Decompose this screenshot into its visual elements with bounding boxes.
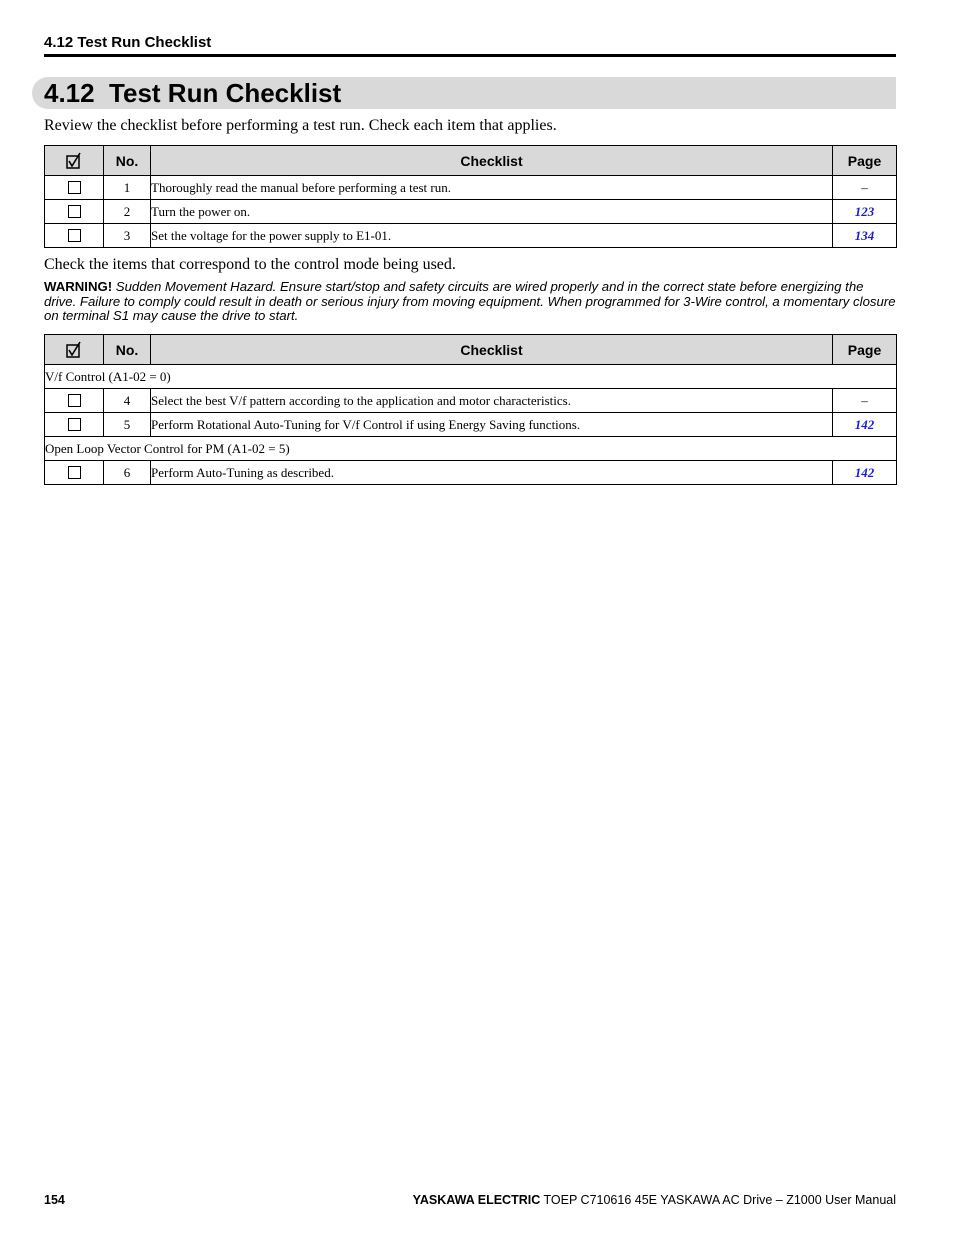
section-title-band <box>32 77 896 109</box>
page-header: Page <box>833 335 897 365</box>
footer-doc-info <box>413 1193 896 1207</box>
page-cell <box>833 224 897 248</box>
page-header: Page <box>833 146 897 176</box>
checkbox-checked-icon <box>66 152 82 170</box>
table-row <box>45 200 897 224</box>
checkbox-cell[interactable] <box>45 224 104 248</box>
item-number: 3 <box>104 224 151 248</box>
item-number: 2 <box>104 200 151 224</box>
checkbox-cell[interactable] <box>45 176 104 200</box>
checkbox-icon[interactable] <box>68 466 81 479</box>
page-cell <box>833 461 897 485</box>
no-header: No. <box>104 335 151 365</box>
checkbox-checked-icon <box>66 341 82 359</box>
table-header-row <box>45 335 897 365</box>
checkbox-icon[interactable] <box>68 205 81 218</box>
table-row <box>45 461 897 485</box>
table-row <box>45 176 897 200</box>
checkbox-icon[interactable] <box>68 394 81 407</box>
page-link[interactable]: 134 <box>854 227 875 243</box>
section-title: 4.12 Test Run Checklist <box>44 78 342 108</box>
item-text: Perform Rotational Auto-Tuning for V/f Control if using Energy Saving functions. <box>151 413 833 437</box>
page-ref: – <box>833 176 897 200</box>
checkbox-cell[interactable] <box>45 413 104 437</box>
warning-label: WARNING! <box>44 279 113 294</box>
table-header-row <box>45 146 897 176</box>
group-label: V/f Control (A1-02 = 0) <box>45 365 897 389</box>
footer-doc-title: TOEP C710616 45E YASKAWA AC Drive – Z1000 User Manual <box>540 1193 896 1207</box>
checkbox-icon[interactable] <box>68 181 81 194</box>
page-link[interactable]: 142 <box>854 464 875 480</box>
item-text: Set the voltage for the power supply to E1-01. <box>151 224 833 248</box>
checkbox-cell[interactable] <box>45 461 104 485</box>
item-number: 4 <box>104 389 151 413</box>
running-header: 4.12 Test Run Checklist <box>44 34 896 57</box>
checkbox-icon[interactable] <box>68 229 81 242</box>
checkbox-cell[interactable] <box>45 200 104 224</box>
no-header: No. <box>104 146 151 176</box>
checkbox-icon[interactable] <box>68 418 81 431</box>
table-row <box>45 224 897 248</box>
footer-brand: YASKAWA ELECTRIC <box>412 1193 541 1207</box>
checkbox-cell[interactable] <box>45 389 104 413</box>
warning-note <box>44 280 898 324</box>
item-number: 1 <box>104 176 151 200</box>
intro-text: Review the checklist before performing a test run. Check each item that applies. <box>44 117 557 134</box>
checklist-header: Checklist <box>151 335 833 365</box>
page-cell <box>833 200 897 224</box>
checklist-header: Checklist <box>151 146 833 176</box>
item-text: Select the best V/f pattern according to the application and motor characteristics. <box>151 389 833 413</box>
checkmark-header-cell <box>45 146 104 176</box>
checklist-table-control-mode <box>44 334 897 485</box>
group-row <box>45 437 897 461</box>
page-link[interactable]: 142 <box>854 416 875 432</box>
warning-text: Sudden Movement Hazard. Ensure start/stop and safety circuits are wired properly and in the correct state before energizing the drive. Failure to comply could result in death or serious injury from moving equipment. When programmed for 3-Wire control, a momentary closure on terminal S1 may cause the drive to start. <box>44 279 896 323</box>
checklist-table-general <box>44 145 897 248</box>
group-row <box>45 365 897 389</box>
item-text: Thoroughly read the manual before performing a test run. <box>151 176 833 200</box>
table-row <box>45 413 897 437</box>
page-cell <box>833 413 897 437</box>
page-number: 154 <box>44 1193 65 1207</box>
table-row <box>45 389 897 413</box>
item-number: 5 <box>104 413 151 437</box>
item-text: Turn the power on. <box>151 200 833 224</box>
page-link[interactable]: 123 <box>854 203 875 219</box>
checkmark-header-cell <box>45 335 104 365</box>
page-ref: – <box>833 389 897 413</box>
group-label: Open Loop Vector Control for PM (A1-02 = 5) <box>45 437 897 461</box>
item-number: 6 <box>104 461 151 485</box>
control-mode-intro: Check the items that correspond to the control mode being used. <box>44 256 456 273</box>
item-text: Perform Auto-Tuning as described. <box>151 461 833 485</box>
